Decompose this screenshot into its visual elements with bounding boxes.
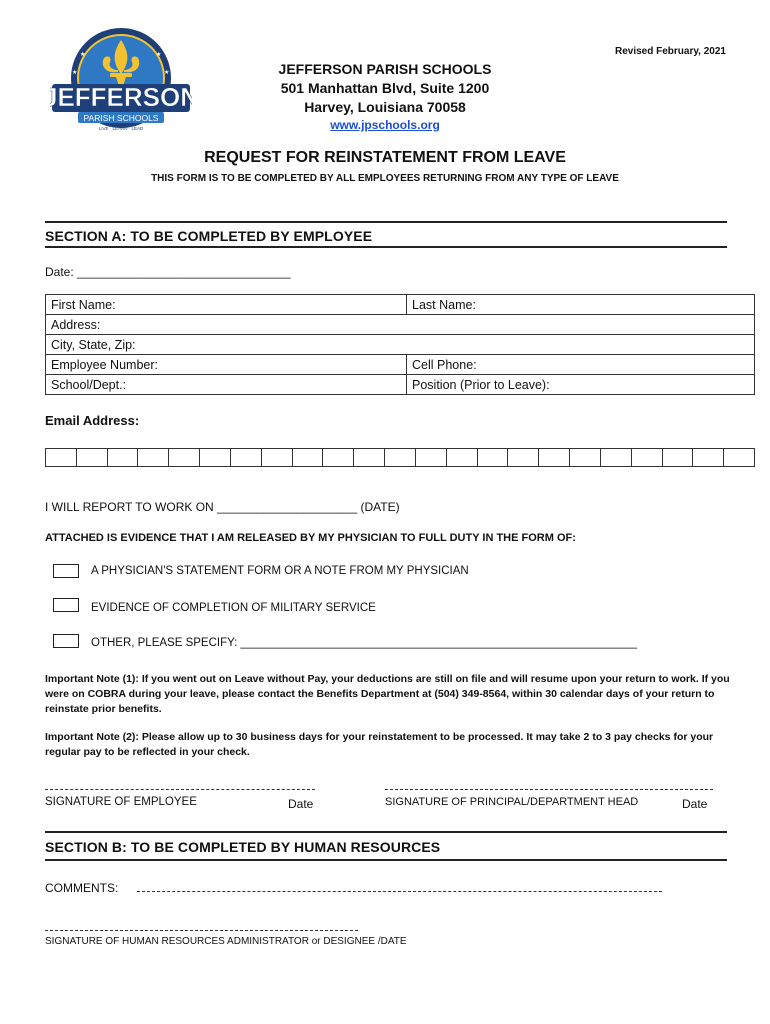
employee-signature-line[interactable] bbox=[45, 789, 315, 790]
employee-info-table bbox=[45, 294, 755, 395]
employee-number-field[interactable]: Employee Number: bbox=[46, 355, 407, 375]
email-char-box[interactable] bbox=[262, 449, 293, 466]
cell-phone-field[interactable]: Cell Phone: bbox=[407, 355, 755, 375]
date-field[interactable]: Date: ________________________________ bbox=[45, 265, 291, 279]
form-subtitle: THIS FORM IS TO BE COMPLETED BY ALL EMPLOYEES RETURNING FROM ANY TYPE OF LEAVE bbox=[151, 173, 619, 184]
email-char-box[interactable] bbox=[385, 449, 416, 466]
logo-subtitle: PARISH SCHOOLS bbox=[83, 113, 159, 123]
email-char-boxes[interactable] bbox=[45, 448, 755, 467]
email-char-box[interactable] bbox=[323, 449, 354, 466]
principal-signature-date-label: Date bbox=[682, 797, 708, 811]
email-char-box[interactable] bbox=[478, 449, 509, 466]
comments-line[interactable] bbox=[137, 891, 662, 892]
email-char-box[interactable] bbox=[169, 449, 200, 466]
logo-motto: LIVE · LEARN · LEAD bbox=[98, 126, 144, 131]
address-field[interactable]: Address: bbox=[46, 315, 755, 335]
physician-statement-label: A PHYSICIAN'S STATEMENT FORM OR A NOTE FROM MY PHYSICIAN bbox=[91, 565, 469, 577]
email-char-box[interactable] bbox=[632, 449, 663, 466]
other-specify-field[interactable]: OTHER, PLEASE SPECIFY: ______________________________________________________________ bbox=[91, 637, 638, 649]
email-char-box[interactable] bbox=[663, 449, 694, 466]
email-char-box[interactable] bbox=[354, 449, 385, 466]
email-char-box[interactable] bbox=[693, 449, 724, 466]
employee-signature-date-label: Date bbox=[288, 797, 314, 811]
email-char-box[interactable] bbox=[724, 449, 754, 466]
comments-label: COMMENTS: bbox=[45, 881, 119, 895]
revised-date: Revised February, 2021 bbox=[615, 46, 726, 57]
email-char-box[interactable] bbox=[508, 449, 539, 466]
last-name-field[interactable]: Last Name: bbox=[407, 295, 755, 315]
website-link[interactable]: www.jpschools.org bbox=[330, 118, 440, 132]
svg-text:★: ★ bbox=[164, 69, 170, 76]
hr-signature-line[interactable] bbox=[45, 930, 358, 931]
section-b-top-rule bbox=[45, 831, 727, 833]
report-date-field[interactable]: I WILL REPORT TO WORK ON _____________________ (DATE) bbox=[45, 500, 400, 514]
section-a-bottom-rule bbox=[45, 246, 727, 248]
org-header bbox=[195, 60, 575, 132]
position-field[interactable]: Position (Prior to Leave): bbox=[407, 375, 755, 395]
important-note-2: Important Note (2): Please allow up to 30 business days for your reinstatement to be processed. It may take 2 to 3 pay checks for your regular pay to be reflected in your check. bbox=[45, 731, 714, 758]
email-char-box[interactable] bbox=[293, 449, 324, 466]
school-dept-field[interactable]: School/Dept.: bbox=[46, 375, 407, 395]
email-char-box[interactable] bbox=[108, 449, 139, 466]
email-char-box[interactable] bbox=[200, 449, 231, 466]
email-label: Email Address: bbox=[45, 413, 140, 428]
section-b-heading: SECTION B: TO BE COMPLETED BY HUMAN RESOURCES bbox=[45, 839, 441, 855]
email-char-box[interactable] bbox=[447, 449, 478, 466]
employee-signature-label: SIGNATURE OF EMPLOYEE bbox=[45, 796, 197, 808]
important-note-1: Important Note (1): If you went out on Leave without Pay, your deductions are still on file and will resume upon your return to work. If you were on COBRA during your leave, please contact the Benefits Department at (504) 349-8564, within 30 calendar days of your return to reinstate prior benefits. bbox=[45, 673, 730, 715]
hr-signature-label: SIGNATURE OF HUMAN RESOURCES ADMINISTRATOR or DESIGNEE /DATE bbox=[45, 936, 407, 947]
org-city: Harvey, Louisiana 70058 bbox=[304, 99, 466, 115]
military-service-label: EVIDENCE OF COMPLETION OF MILITARY SERVICE bbox=[91, 602, 376, 614]
logo-wordmark: JEFFERSON bbox=[50, 82, 192, 112]
email-char-box[interactable] bbox=[570, 449, 601, 466]
physician-statement-checkbox[interactable] bbox=[53, 564, 79, 578]
email-char-box[interactable] bbox=[138, 449, 169, 466]
form-title: REQUEST FOR REINSTATEMENT FROM LEAVE bbox=[204, 149, 566, 166]
email-char-box[interactable] bbox=[416, 449, 447, 466]
first-name-field[interactable]: First Name: bbox=[46, 295, 407, 315]
email-char-box[interactable] bbox=[539, 449, 570, 466]
city-state-zip-field[interactable]: City, State, Zip: bbox=[46, 335, 755, 355]
principal-signature-line[interactable] bbox=[385, 789, 713, 790]
logo bbox=[50, 26, 192, 134]
org-name: JEFFERSON PARISH SCHOOLS bbox=[278, 61, 492, 77]
email-char-box[interactable] bbox=[46, 449, 77, 466]
military-service-checkbox[interactable] bbox=[53, 598, 79, 612]
section-b-bottom-rule bbox=[45, 859, 727, 861]
principal-signature-label: SIGNATURE OF PRINCIPAL/DEPARTMENT HEAD bbox=[385, 796, 639, 808]
section-a-top-rule bbox=[45, 221, 727, 223]
org-address: 501 Manhattan Blvd, Suite 1200 bbox=[280, 80, 490, 96]
section-a-heading: SECTION A: TO BE COMPLETED BY EMPLOYEE bbox=[45, 228, 373, 244]
svg-text:★: ★ bbox=[72, 69, 78, 76]
email-char-box[interactable] bbox=[77, 449, 108, 466]
other-checkbox[interactable] bbox=[53, 634, 79, 648]
email-char-box[interactable] bbox=[601, 449, 632, 466]
attached-heading: ATTACHED IS EVIDENCE THAT I AM RELEASED BY MY PHYSICIAN TO FULL DUTY IN THE FORM OF: bbox=[45, 532, 576, 544]
svg-text:★: ★ bbox=[156, 51, 162, 58]
email-char-box[interactable] bbox=[231, 449, 262, 466]
svg-text:★: ★ bbox=[80, 51, 86, 58]
